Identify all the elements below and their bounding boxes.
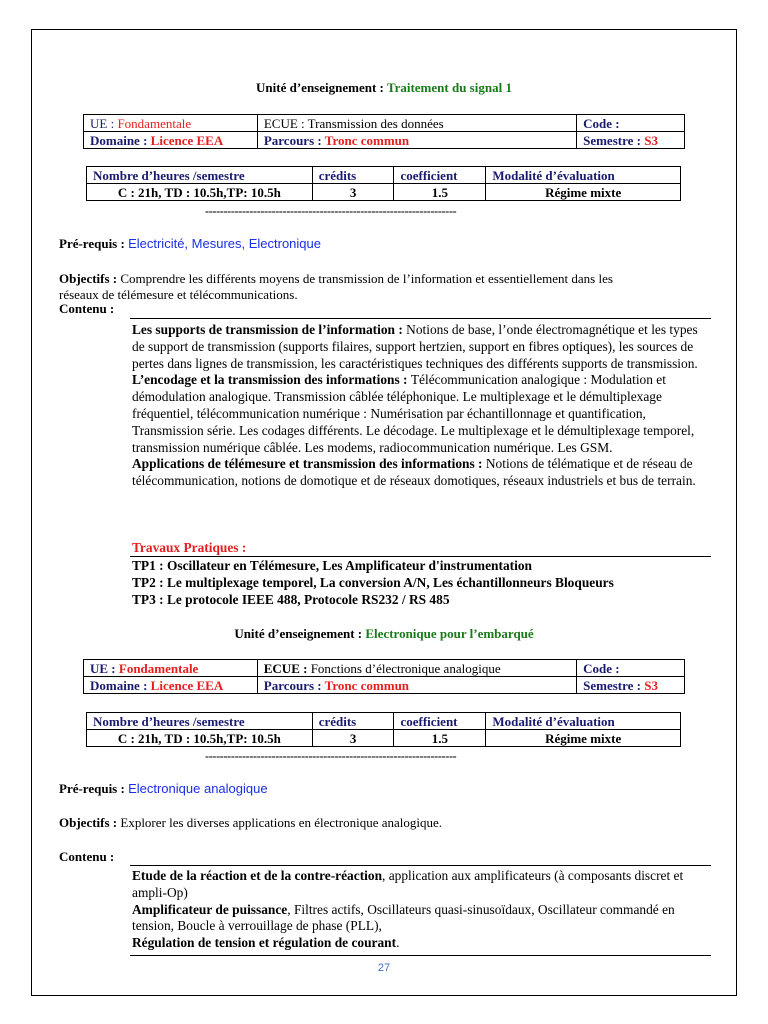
ue2-separator: -------------------------------------------------------------------- <box>205 749 457 763</box>
ue2-section-regulation: Régulation de tension et régulation de courant. <box>132 935 400 951</box>
ue1-prerequis: Pré-requis : Electricité, Mesures, Electronique <box>59 236 321 251</box>
ue1-objectifs: Objectifs : Comprendre les différents moyens de transmission de l’information et essentiellement dans les réseaux de télémesure et télécommunications. <box>59 271 613 302</box>
ue1-info-table: UE : Fondamentale ECUE : Transmission des données Code : Domaine : Licence EEA Parcours : Tronc commun Semestre : S3 <box>83 114 685 149</box>
ue1-hours-table: Nombre d’heures /semestre crédits coefficient Modalité d’évaluation C : 21h, TD : 10.5h,TP: 10.5h 3 1.5 Régime mixte <box>86 166 681 201</box>
ue1-section-encodage: L’encodage et la transmission des informations : Télécommunication analogique : Modulation et démodulation analogique. Transmission câblée téléphonique. Le multiplexage et le démultiplexage fréquentiel, télécommunication numérique : Numérisation par échantillonnage et quantification, Transmission série. Les codages différents. Le décodage. Le multiplexage et le démultiplexage temporel, transmission numérique câblée. Les modems, radiocommunication numérique. Les GSM. <box>132 372 695 455</box>
ue1-tp2: TP2 : Le multiplexage temporel, La conversion A/N, Les échantillonneurs Bloqueurs <box>132 575 614 590</box>
ue2-hours-table: Nombre d’heures /semestre crédits coefficient Modalité d’évaluation C : 21h, TD : 10.5h,TP: 10.5h 3 1.5 Régime mixte <box>86 712 681 747</box>
ue1-contenu-rule <box>130 318 711 319</box>
ue1-contenu-label: Contenu : <box>59 301 115 316</box>
ue2-section-puissance: Amplificateur de puissance, Filtres actifs, Oscillateurs quasi-sinusoïdaux, Oscillateur commandé en tension, Boucle à verrouillage de phase (PLL), <box>132 901 675 934</box>
ue1-title: Unité d’enseignement : Traitement du signal 1 <box>256 80 512 95</box>
ue1-section-supports: Les supports de transmission de l’information : Notions de base, l’onde électromagnétique et les types de support de transmission (supports filaires, support hertzien, support en fibres optiques), les sources de pertes dans lignes de transmission, les caractéristiques techniques des différents supports de transmission. <box>132 322 698 371</box>
ue2-objectifs: Objectifs : Explorer les diverses applications en électronique analogique. <box>59 815 443 830</box>
ue1-tp1: TP1 : Oscillateur en Télémesure, Les Amplificateur d'instrumentation <box>132 558 532 573</box>
ue1-tp-rule <box>130 556 711 557</box>
ue1-tp3: TP3 : Le protocole IEEE 488, Protocole RS232 / RS 485 <box>132 592 450 607</box>
ue2-title: Unité d’enseignement : Electronique pour l’embarqué <box>234 626 534 641</box>
ue1-tp-title: Travaux Pratiques : <box>132 540 247 555</box>
ue2-section-reaction: Etude de la réaction et de la contre-réaction, application aux amplificateurs (à composants discret et ampli-Op) <box>132 868 684 900</box>
ue1-contenu-body <box>132 322 702 490</box>
ue2-bottom-rule <box>130 955 711 956</box>
ue2-prerequis: Pré-requis : Electronique analogique <box>59 781 268 796</box>
page-number: 27 <box>377 962 391 974</box>
ue1-section-applications: Applications de télémesure et transmission des informations : Notions de télématique et de réseau de télécommunication, notions de domotique et de réseaux domotiques, réseaux industriels et bus de terrain. <box>132 456 696 489</box>
ue2-contenu-body <box>132 868 702 952</box>
ue2-info-table: UE : Fondamentale ECUE : Fonctions d’électronique analogique Code : Domaine : Licence EEA Parcours : Tronc commun Semestre : S3 <box>83 659 685 694</box>
ue2-contenu-rule <box>130 865 711 866</box>
ue2-contenu-label: Contenu : <box>59 849 115 864</box>
ue1-separator: -------------------------------------------------------------------- <box>205 204 457 218</box>
